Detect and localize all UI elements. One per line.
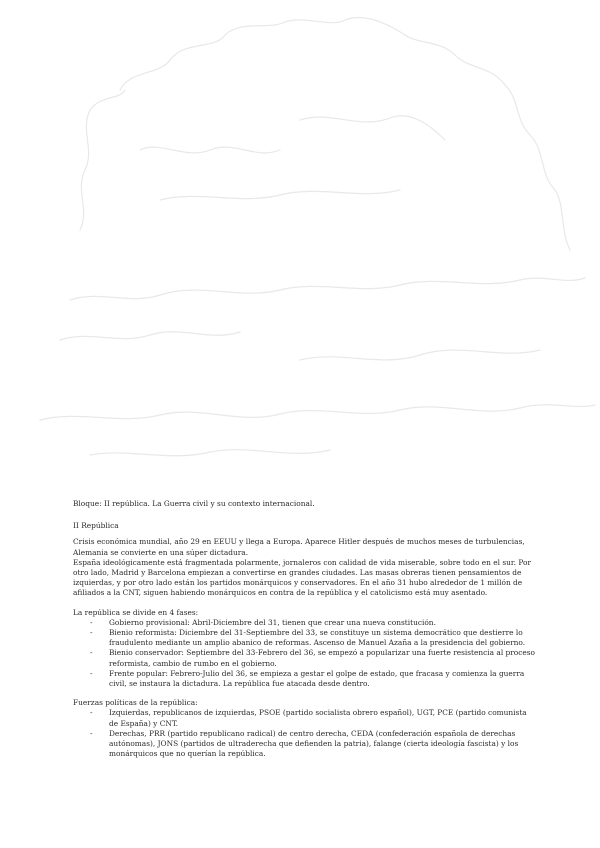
list-item: - Gobierno provisional: Abril-Diciembre del 31, tienen que crear una nueva constitución. (73, 618, 535, 628)
list-item: - Izquierdas, republicanos de izquierdas, PSOE (partido socialista obrero español), UGT, PCE (partido comunista de España) y CNT. (73, 708, 535, 728)
section-title: II República (73, 521, 119, 531)
document-body (73, 499, 535, 759)
phases-list (73, 618, 535, 689)
list-item: - Derechas, PRR (partido republicano radical) de centro derecha, CEDA (confederación española de derechas autónomas), JONS (partidos de ultraderecha que defienden la patria), falange (cierta ideología fascista) y los monárquicos que no querían la república. (73, 729, 535, 760)
intro-paragraph: España ideológicamente está fragmentada polarmente, jornaleros con calidad de vida miserable, sobre todo en el sur. Por otro lado, Madrid y Barcelona empiezan a convertirse en grandes ciudades. Las masas obreras tienen pensamientos de izquierdas, y por otro lado están los partidos monárquicos y conservadores. En el año 31 hubo alrededor de 1 millón de afiliados a la CNT, siguen habiendo monárquicos en contra de la república y el catolicismo está muy asentado. (73, 557, 532, 598)
list-item: - Bienio reformista: Diciembre del 31-Septiembre del 33, se constituye un sistema democrático que destierre lo fraudulento mediante un amplio abanico de reformas. Ascenso de Manuel Azaña a la presidencia del gobierno. (73, 628, 535, 648)
phases-heading: La república se divide en 4 fases: (73, 607, 199, 617)
list-item: - Frente popular: Febrero-Julio del 36, se empieza a gestar el golpe de estado, que fracasa y comienza la guerra civil, se instaura la dictadura. La república fue atacada desde dentro. (73, 669, 535, 689)
forces-heading: Fuerzas políticas de la república: (73, 698, 198, 708)
intro-paragraph: Crisis económica mundial, año 29 en EEUU y llega a Europa. Aparece Hitler después de muchos meses de turbulencias, Alemania se convierte en una súper dictadura. (73, 537, 525, 557)
document-title: Bloque: II república. La Guerra civil y su contexto internacional. (73, 499, 315, 508)
list-item: - Bienio conservador: Septiembre del 33-Febrero del 36, se empezó a popularizar una fuerte resistencia al proceso reformista, cambio de rumbo en el gobierno. (73, 648, 535, 668)
forces-list (73, 708, 535, 759)
